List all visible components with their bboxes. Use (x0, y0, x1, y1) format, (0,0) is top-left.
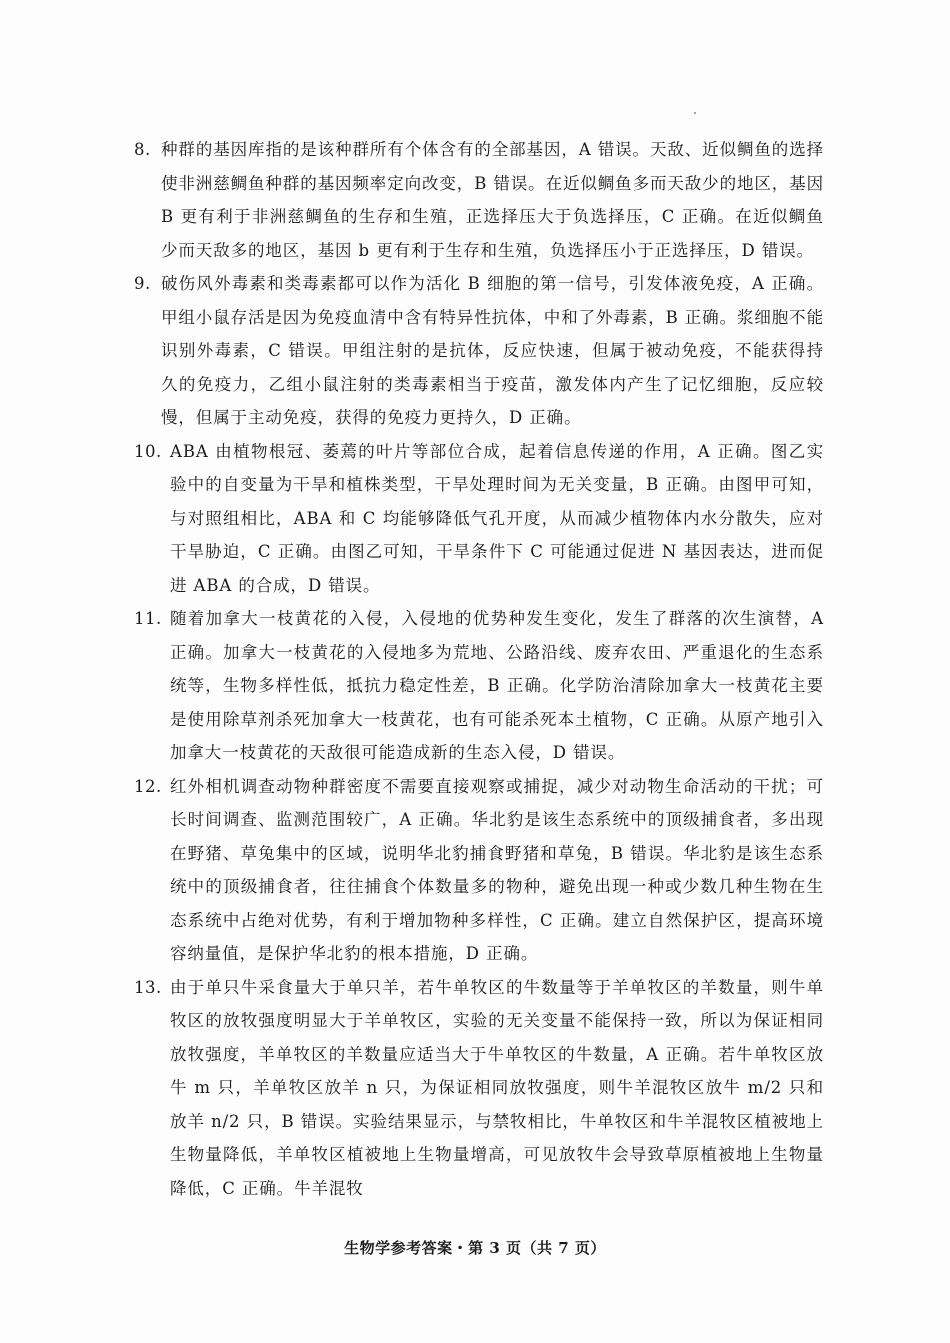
answer-text: 种群的基因库指的是该种群所有个体含有的全部基因，A 错误。天敌、近似鲷鱼的选择使非洲慈鲷鱼种群的基因频率定向改变，B 错误。在近似鲷鱼多而天敌少的地区，基因 B 更有利于非洲慈鲷鱼的生存和生殖，正选择压大于负选择压，C 正确。在近似鲷鱼少而天敌多的地区，基因 b 更有利于生存和生殖，负选择压小于正选择压，D 错误。 (161, 140, 824, 260)
answer-number: 12. (134, 776, 162, 796)
answer-text: 随着加拿大一枝黄花的入侵，入侵地的优势种发生变化，发生了群落的次生演替，A 正确。加拿大一枝黄花的入侵地多为荒地、公路沿线、废弃农田、严重退化的生态系统等，生物多样性低，抵抗力稳定性差，B 正确。化学防治清除加拿大一枝黄花主要是使用除草剂杀死加拿大一枝黄花，也有可能杀死本土植物，C 正确。从原产地引入加拿大一枝黄花的天敌很可能造成新的生态入侵，D 错误。 (170, 609, 824, 762)
page-footer: 生物学参考答案・第 3 页（共 7 页） (344, 1239, 606, 1257)
scan-speck (694, 112, 696, 114)
answer-item-11 (134, 602, 824, 770)
answer-text: 红外相机调查动物种群密度不需要直接观察或捕捉，减少对动物生命活动的干扰；可长时间调查、监测范围较广，A 正确。华北豹是该生态系统中的顶级捕食者，多出现在野猪、草兔集中的区域，说明华北豹捕食野猪和草兔，B 错误。华北豹是该生态系统中的顶级捕食者，往往捕食个体数量多的物种，避免出现一种或少数几种生物在生态系统中占绝对优势，有利于增加物种多样性，C 正确。建立自然保护区，提高环境容纳量值，是保护华北豹的根本措施，D 正确。 (170, 776, 824, 963)
answer-item-10 (134, 435, 824, 603)
answer-list (134, 133, 824, 1205)
answer-text: 由于单只牛采食量大于单只羊，若牛单牧区的牛数量等于羊单牧区的羊数量，则牛单牧区的放牧强度明显大于羊单牧区，实验的无关变量不能保持一致，所以为保证相同放牧强度，羊单牧区的羊数量应适当大于牛单牧区的牛数量，A 正确。若牛单牧区放牛 m 只，羊单牧区放羊 n 只，为保证相同放牧强度，则牛羊混牧区放牛 m/2 只和放羊 n/2 只，B 错误。实验结果显示，与禁牧相比，牛单牧区和牛羊混牧区植被地上生物量降低，羊单牧区植被地上生物量增高，可见放牧牛会导致草原植被地上生物量降低，C 正确。牛羊混牧 (170, 977, 824, 1198)
answer-item-8 (134, 133, 824, 267)
answer-text: 破伤风外毒素和类毒素都可以作为活化 B 细胞的第一信号，引发体液免疫，A 正确。甲组小鼠存活是因为免疫血清中含有特异性抗体，中和了外毒素，B 正确。浆细胞不能识别外毒素，C 错误。甲组注射的是抗体，反应快速，但属于被动免疫，不能获得持久的免疫力，乙组小鼠注射的类毒素相当于疫苗，激发体内产生了记忆细胞，反应较慢，但属于主动免疫，获得的免疫力更持久，D 正确。 (161, 274, 824, 427)
answer-number: 13. (134, 977, 162, 997)
answer-number: 11. (134, 609, 162, 628)
answer-item-12 (134, 770, 824, 971)
answer-number: 9. (134, 274, 151, 293)
answer-number: 10. (134, 441, 162, 461)
answer-item-13 (134, 971, 824, 1206)
answer-item-9 (134, 267, 824, 435)
answer-text: ABA 由植物根冠、萎蔫的叶片等部位合成，起着信息传递的作用，A 正确。图乙实验中的自变量为干旱和植株类型，干旱处理时间为无关变量，B 正确。由图甲可知，与对照组相比，ABA 和 C 均能够降低气孔开度，从而减少植物体内水分散失，应对干旱胁迫，C 正确。由图乙可知，干旱条件下 C 可能通过促进 N 基因表达，进而促进 ABA 的合成，D 错误。 (170, 441, 824, 595)
answer-number: 8. (134, 140, 151, 159)
